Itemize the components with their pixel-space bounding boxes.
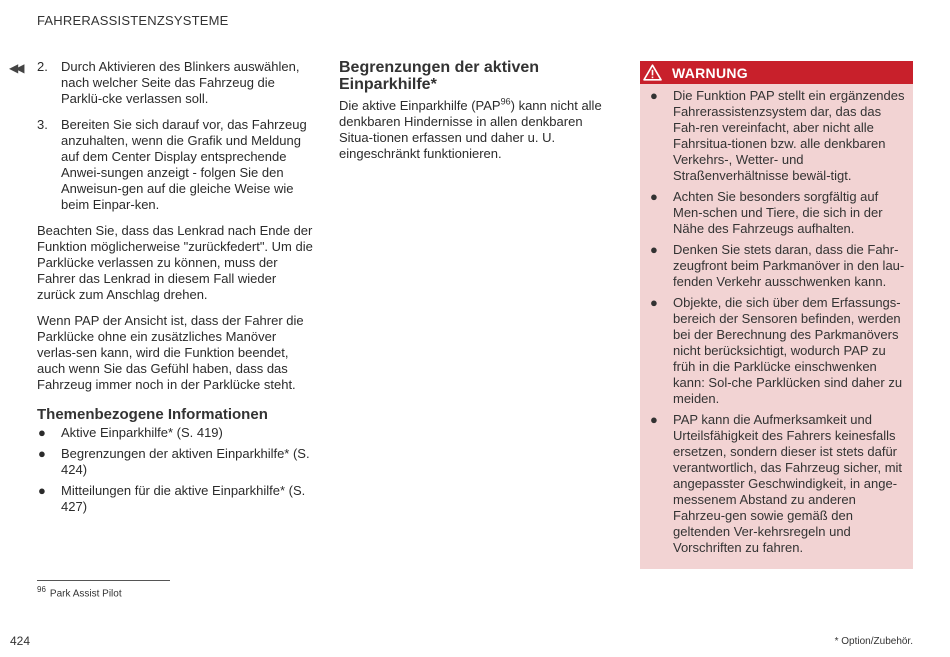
body-paragraph: Beachten Sie, dass das Lenkrad nach Ende der Funktion möglicherweise "zurückfedert". Um die Parklücke verlassen zu können, muss der Fahrer das Lenkrad in diesem Fall wieder zurück zum Anschlag drehen.	[37, 223, 313, 302]
body-paragraph: Wenn PAP der Ansicht ist, dass der Fahrer die Parklücke ohne ein zusätzliches Manöver verlas-sen kann, wird die Funktion beendet, auch wenn Sie das Gefühl haben, dass das Fahrzeug immer noch in der Parklücke steht.	[37, 313, 304, 392]
related-link-text[interactable]: Aktive Einparkhilfe* (S. 419)	[61, 425, 223, 440]
warning-box-body	[640, 61, 913, 569]
warning-box	[640, 61, 913, 569]
related-link-text[interactable]: Begrenzungen der aktiven Einparkhilfe* (S. 424)	[61, 446, 310, 477]
warning-title: WARNUNG	[672, 64, 748, 81]
column-left	[37, 59, 313, 520]
warning-item-text: PAP kann die Aufmerksamkeit und Urteilsfähigkeit des Fahrers keinesfalls ersetzen, sondern dieser ist stets dafür verantwortlich, das Fahrzeug sicher, mit angepasster Geschwindigkeit, in ange-messenem Abstand zu anderen Fahrzeu-gen sowie gemäß den geltenden Ver-kehrsregeln und Vorschriften zu fahren.	[673, 412, 903, 555]
intro-text: ) kann nicht alle denkbaren Hindernisse in allen denkbaren Situa-tionen erfassen und daher u. U. eingeschränkt funktionieren.	[339, 98, 602, 161]
warning-item	[640, 88, 905, 184]
footnote-ref[interactable]: 96	[500, 96, 511, 107]
footnote-text: Park Assist Pilot	[49, 588, 122, 600]
warning-item-text: Achten Sie besonders sorgfältig auf Men-schen und Tiere, die sich in der Nähe des Fahrzeugs aufhalten.	[673, 189, 883, 236]
footnote	[37, 584, 122, 600]
warning-item-text: Die Funktion PAP stellt ein ergänzendes Fahrerassistenzsystem dar, das das Fah-ren vereinfacht, aber nicht alle Fahrsitua-tionen bzw. alle denkbaren Verkehrs-, Wetter- und Straßenverhältnisse bewäl-tigt.	[673, 88, 905, 183]
related-link[interactable]	[37, 446, 313, 478]
bullet-icon: ●	[38, 446, 46, 461]
step-item	[37, 59, 313, 107]
warning-item-text: Denken Sie stets daran, dass die Fahr-zeugfront beim Parkmanöver in den lau-fenden Verkehr ausschwenken kann.	[673, 242, 905, 289]
bullet-icon: ●	[650, 242, 658, 257]
warning-item	[640, 295, 905, 407]
steps-list	[37, 59, 313, 213]
warning-item	[640, 242, 905, 290]
section-intro	[339, 98, 615, 162]
option-note: * Option/Zubehör.	[834, 636, 913, 647]
related-links-list	[37, 425, 313, 515]
warning-item	[640, 189, 905, 237]
warning-list	[640, 84, 913, 556]
related-link-text[interactable]: Mitteilungen für die aktive Einparkhilfe* (S. 427)	[61, 483, 306, 514]
intro-text: Die aktive Einparkhilfe (PAP	[339, 98, 501, 113]
page-number: 424	[10, 634, 31, 648]
page-header-title: FAHRERASSISTENZSYSTEME	[37, 13, 229, 28]
warning-triangle-icon	[643, 64, 662, 81]
column-middle	[339, 59, 615, 172]
bullet-icon: ●	[38, 425, 46, 440]
footnote-divider	[37, 580, 170, 581]
warning-item	[640, 412, 905, 556]
back-nav-icon[interactable]: ◀◀	[9, 61, 22, 75]
warning-item-text: Objekte, die sich über dem Erfassungs-bereich der Sensoren befinden, werden bei der Berechnung des Parkmanövers nicht berücksichtigt, wodurch PAP zu früh in die Parklücke einschwenken kann: Sol-che Parklücken sind daher zu meiden.	[673, 295, 903, 406]
bullet-icon: ●	[650, 88, 658, 103]
bullet-icon: ●	[650, 189, 658, 204]
related-link[interactable]	[37, 483, 313, 515]
step-number: 2.	[37, 59, 48, 74]
footnote-number: 96	[37, 585, 46, 594]
step-text: Bereiten Sie sich darauf vor, das Fahrzeug anzuhalten, wenn die Grafik und Meldung auf dem Center Display entsprechende Anwei-sungen anzeigt - folgen Sie den Anweisun-gen auf die gleiche Weise wie beim Einpar-ken.	[61, 117, 307, 212]
step-text: Durch Aktivieren des Blinkers auswählen, nach welcher Seite das Fahrzeug die Parklü-cke verlassen soll.	[61, 59, 300, 106]
section-heading: Begrenzungen der aktiven Einparkhilfe*	[339, 59, 540, 93]
step-item	[37, 117, 313, 213]
bullet-icon: ●	[650, 295, 658, 310]
bullet-icon: ●	[650, 412, 658, 427]
bullet-icon: ●	[38, 483, 46, 498]
warning-header	[640, 61, 913, 84]
related-info-heading: Themenbezogene Informationen	[37, 406, 268, 423]
step-number: 3.	[37, 117, 48, 132]
related-link[interactable]	[37, 425, 313, 441]
